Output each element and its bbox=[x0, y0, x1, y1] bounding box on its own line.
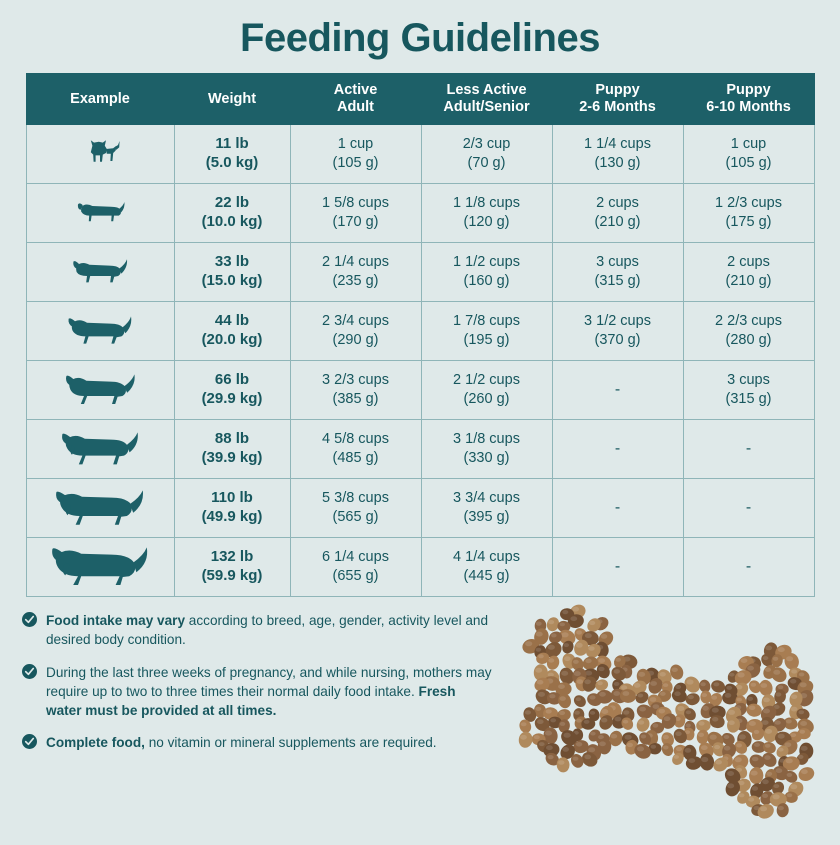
puppy-6-10-cups: - bbox=[745, 498, 752, 516]
less-active-cell bbox=[421, 361, 552, 420]
puppy-2-6-cups: 2 cups bbox=[596, 195, 639, 212]
table-row bbox=[26, 361, 814, 420]
weight-kg: (39.9 kg) bbox=[201, 449, 263, 466]
note-lead: Food intake may vary bbox=[46, 613, 186, 628]
puppy-6-10-cups: 2 cups bbox=[727, 254, 770, 271]
weight-lb: 44 lb bbox=[214, 312, 250, 330]
table-row bbox=[26, 125, 814, 184]
active-adult-cell bbox=[290, 538, 421, 597]
puppy-6-10-cell bbox=[683, 302, 814, 361]
less-active-grams: (120 g) bbox=[463, 214, 510, 230]
puppy-2-6-cell bbox=[552, 361, 683, 420]
column-header-less-active bbox=[421, 74, 552, 125]
note-tail-bold: Fresh water must be provided at all times. bbox=[46, 683, 456, 719]
active-adult-grams: (105 g) bbox=[332, 155, 379, 171]
table-row bbox=[26, 184, 814, 243]
puppy-2-6-cups: - bbox=[614, 380, 621, 398]
page-title: Feeding Guidelines bbox=[240, 16, 600, 60]
puppy-6-10-grams: (280 g) bbox=[725, 332, 772, 348]
example-cell bbox=[26, 538, 174, 597]
kibble-bone-illustration bbox=[510, 595, 840, 840]
puppy-6-10-cell bbox=[683, 125, 814, 184]
puppy-6-10-grams: (105 g) bbox=[725, 155, 772, 171]
puppy-2-6-grams: (210 g) bbox=[594, 214, 641, 230]
active-adult-cell bbox=[290, 420, 421, 479]
column-header-puppy-2-6 bbox=[552, 74, 683, 125]
note-lead: Complete food, bbox=[46, 735, 145, 751]
puppy-6-10-cups: 1 2/3 cups bbox=[715, 195, 782, 212]
puppy-2-6-grams: (315 g) bbox=[594, 273, 641, 289]
column-header-less-active-line1: Less Active bbox=[446, 82, 527, 99]
puppy-6-10-cups: 2 2/3 cups bbox=[715, 313, 782, 330]
weight-kg: (29.9 kg) bbox=[201, 390, 263, 407]
puppy-6-10-cell bbox=[683, 538, 814, 597]
weight-cell bbox=[174, 361, 290, 420]
table-row bbox=[26, 302, 814, 361]
weight-lb: 132 lb bbox=[210, 548, 254, 566]
active-adult-cups: 5 3/8 cups bbox=[322, 490, 389, 507]
active-adult-cell bbox=[290, 302, 421, 361]
active-adult-grams: (385 g) bbox=[332, 391, 379, 407]
check-circle-icon bbox=[22, 664, 37, 684]
active-adult-cell bbox=[290, 184, 421, 243]
less-active-cell bbox=[421, 302, 552, 361]
puppy-2-6-cups: 3 cups bbox=[596, 254, 639, 271]
puppy-2-6-cell bbox=[552, 538, 683, 597]
active-adult-grams: (485 g) bbox=[332, 450, 379, 466]
puppy-2-6-cell bbox=[552, 125, 683, 184]
weight-cell bbox=[174, 538, 290, 597]
less-active-grams: (260 g) bbox=[463, 391, 510, 407]
less-active-cups: 1 7/8 cups bbox=[453, 313, 520, 330]
less-active-cups: 2/3 cup bbox=[462, 136, 511, 153]
active-adult-cell bbox=[290, 125, 421, 184]
column-header-active-adult-line1: Active bbox=[333, 82, 378, 99]
puppy-2-6-cell bbox=[552, 243, 683, 302]
note-item bbox=[22, 611, 492, 650]
column-header-active-adult bbox=[290, 74, 421, 125]
check-circle-icon bbox=[22, 612, 37, 632]
note-text bbox=[46, 663, 492, 721]
dog-newfoundland-icon bbox=[27, 538, 174, 596]
puppy-6-10-cell bbox=[683, 479, 814, 538]
active-adult-grams: (565 g) bbox=[332, 509, 379, 525]
column-header-example bbox=[26, 74, 174, 125]
active-adult-grams: (170 g) bbox=[332, 214, 379, 230]
weight-kg: (49.9 kg) bbox=[201, 508, 263, 525]
example-cell bbox=[26, 361, 174, 420]
puppy-2-6-cups: - bbox=[614, 557, 621, 575]
puppy-2-6-cell bbox=[552, 479, 683, 538]
less-active-cups: 1 1/8 cups bbox=[453, 195, 520, 212]
less-active-grams: (445 g) bbox=[463, 568, 510, 584]
puppy-6-10-grams: (175 g) bbox=[725, 214, 772, 230]
table-header bbox=[26, 74, 814, 125]
column-header-weight-line1: Weight bbox=[207, 90, 257, 107]
puppy-6-10-cups: - bbox=[745, 557, 752, 575]
weight-lb: 22 lb bbox=[214, 194, 250, 212]
table-row bbox=[26, 420, 814, 479]
weight-kg: (15.0 kg) bbox=[201, 272, 263, 289]
dog-dachshund-icon bbox=[27, 184, 174, 242]
weight-kg: (10.0 kg) bbox=[201, 213, 263, 230]
column-header-puppy-6-10-line1: Puppy bbox=[726, 82, 771, 99]
column-header-less-active-line2: Adult/Senior bbox=[443, 99, 530, 115]
active-adult-grams: (235 g) bbox=[332, 273, 379, 289]
weight-cell bbox=[174, 302, 290, 361]
note-text bbox=[46, 733, 437, 752]
less-active-cell bbox=[421, 125, 552, 184]
weight-kg: (5.0 kg) bbox=[205, 154, 259, 171]
example-cell bbox=[26, 184, 174, 243]
puppy-2-6-cups: 3 1/2 cups bbox=[584, 313, 651, 330]
weight-cell bbox=[174, 479, 290, 538]
table-row bbox=[26, 243, 814, 302]
active-adult-cups: 4 5/8 cups bbox=[322, 431, 389, 448]
weight-lb: 110 lb bbox=[211, 489, 253, 507]
less-active-cell bbox=[421, 184, 552, 243]
active-adult-grams: (655 g) bbox=[332, 568, 379, 584]
notes-list bbox=[22, 611, 492, 754]
puppy-6-10-cell bbox=[683, 361, 814, 420]
active-adult-cell bbox=[290, 479, 421, 538]
less-active-grams: (195 g) bbox=[463, 332, 510, 348]
note-body: no vitamin or mineral supplements are required. bbox=[144, 735, 437, 751]
weight-kg: (59.9 kg) bbox=[201, 567, 263, 584]
weight-cell bbox=[174, 125, 290, 184]
dog-small-icon bbox=[27, 125, 174, 183]
weight-cell bbox=[174, 243, 290, 302]
table-row bbox=[26, 538, 814, 597]
note-item bbox=[22, 733, 492, 754]
active-adult-grams: (290 g) bbox=[332, 332, 379, 348]
less-active-cups: 1 1/2 cups bbox=[453, 254, 520, 271]
weight-kg: (20.0 kg) bbox=[201, 331, 263, 348]
puppy-2-6-grams: (130 g) bbox=[594, 155, 641, 171]
example-cell bbox=[26, 302, 174, 361]
puppy-2-6-grams: (370 g) bbox=[594, 332, 641, 348]
column-header-active-adult-line2: Adult bbox=[336, 99, 375, 115]
example-cell bbox=[26, 125, 174, 184]
puppy-2-6-cell bbox=[552, 420, 683, 479]
column-header-puppy-2-6-line2: 2-6 Months bbox=[579, 99, 656, 115]
less-active-cups: 3 3/4 cups bbox=[453, 490, 520, 507]
less-active-grams: (70 g) bbox=[467, 155, 506, 171]
puppy-6-10-cups: - bbox=[745, 439, 752, 457]
puppy-2-6-cups: 1 1/4 cups bbox=[584, 136, 651, 153]
dog-shepherd-icon bbox=[27, 361, 174, 419]
puppy-6-10-cell bbox=[683, 184, 814, 243]
less-active-cups: 3 1/8 cups bbox=[453, 431, 520, 448]
example-cell bbox=[26, 243, 174, 302]
weight-cell bbox=[174, 184, 290, 243]
weight-cell bbox=[174, 420, 290, 479]
puppy-6-10-cups: 3 cups bbox=[727, 372, 770, 389]
less-active-grams: (330 g) bbox=[463, 450, 510, 466]
note-item bbox=[22, 663, 492, 721]
table-body bbox=[26, 125, 814, 597]
note-text bbox=[46, 611, 492, 650]
active-adult-cups: 2 1/4 cups bbox=[322, 254, 389, 271]
column-header-puppy-2-6-line1: Puppy bbox=[595, 82, 640, 99]
puppy-6-10-cell bbox=[683, 420, 814, 479]
active-adult-cups: 1 cup bbox=[337, 136, 374, 153]
dog-medium-icon bbox=[27, 302, 174, 360]
less-active-cell bbox=[421, 538, 552, 597]
puppy-2-6-cell bbox=[552, 184, 683, 243]
less-active-grams: (160 g) bbox=[463, 273, 510, 289]
check-circle-icon bbox=[22, 734, 37, 754]
puppy-6-10-cell bbox=[683, 243, 814, 302]
note-body: according to breed, age, gender, activity level and desired body condition. bbox=[46, 613, 489, 648]
feeding-guidelines-table bbox=[26, 73, 815, 597]
dog-setter-icon bbox=[27, 420, 174, 478]
column-header-puppy-6-10-line2: 6-10 Months bbox=[706, 99, 791, 115]
weight-lb: 88 lb bbox=[214, 430, 250, 448]
table-header-row bbox=[26, 74, 814, 125]
column-header-example-line1: Example bbox=[70, 90, 130, 107]
active-adult-cell bbox=[290, 243, 421, 302]
column-header-puppy-6-10 bbox=[683, 74, 814, 125]
example-cell bbox=[26, 479, 174, 538]
puppy-2-6-cell bbox=[552, 302, 683, 361]
puppy-6-10-grams: (210 g) bbox=[725, 273, 772, 289]
less-active-cups: 2 1/2 cups bbox=[453, 372, 520, 389]
table-row bbox=[26, 479, 814, 538]
dog-retriever-icon bbox=[27, 479, 174, 537]
less-active-cups: 4 1/4 cups bbox=[453, 549, 520, 566]
active-adult-cups: 3 2/3 cups bbox=[322, 372, 389, 389]
puppy-2-6-cups: - bbox=[614, 439, 621, 457]
active-adult-cups: 2 3/4 cups bbox=[322, 313, 389, 330]
less-active-cell bbox=[421, 243, 552, 302]
dog-terrier-icon bbox=[27, 243, 174, 301]
weight-lb: 66 lb bbox=[214, 371, 250, 389]
active-adult-cell bbox=[290, 361, 421, 420]
puppy-6-10-cups: 1 cup bbox=[730, 136, 767, 153]
example-cell bbox=[26, 420, 174, 479]
puppy-2-6-cups: - bbox=[614, 498, 621, 516]
active-adult-cups: 1 5/8 cups bbox=[322, 195, 389, 212]
less-active-grams: (395 g) bbox=[463, 509, 510, 525]
note-body: During the last three weeks of pregnancy, and while nursing, mothers may require up to two to three times their normal daily food intake. bbox=[46, 664, 492, 699]
less-active-cell bbox=[421, 479, 552, 538]
column-header-weight bbox=[174, 74, 290, 125]
weight-lb: 33 lb bbox=[214, 253, 250, 271]
less-active-cell bbox=[421, 420, 552, 479]
active-adult-cups: 6 1/4 cups bbox=[322, 549, 389, 566]
puppy-6-10-grams: (315 g) bbox=[725, 391, 772, 407]
weight-lb: 11 lb bbox=[215, 135, 249, 153]
